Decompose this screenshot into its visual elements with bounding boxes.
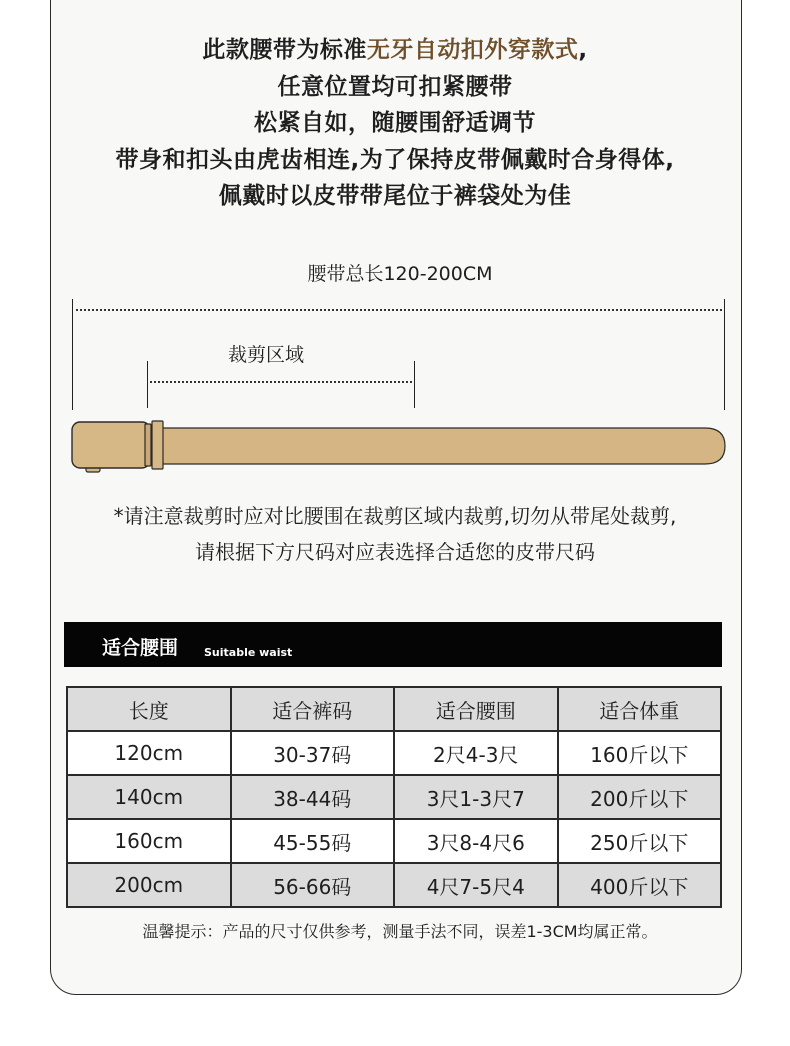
intro-text: [0, 32, 790, 215]
table-row: [67, 863, 721, 907]
cell-pants-size: 56-66码: [231, 863, 395, 907]
cut-right-marker: [414, 361, 415, 408]
cell-pants-size: 30-37码: [231, 731, 395, 775]
cut-note-line-1: *请注意裁剪时应对比腰围在裁剪区域内裁剪,切勿从带尾处裁剪,: [113, 504, 677, 528]
cut-zone-dimension: [150, 381, 412, 383]
cell-waist: 3尺8-4尺6: [394, 819, 558, 863]
total-left-marker: [72, 299, 73, 410]
section-header: [64, 622, 722, 667]
cell-length: 120cm: [67, 731, 231, 775]
intro-line-5: 佩戴时以皮带带尾位于裤袋处为佳: [218, 183, 572, 209]
cell-pants-size: 38-44码: [231, 775, 395, 819]
cut-zone-label: 裁剪区域: [228, 344, 305, 366]
header-weight: 适合体重: [558, 687, 722, 731]
buckle-bar: [152, 421, 163, 469]
cell-weight: 250斤以下: [558, 819, 722, 863]
buckle-clamp: [145, 424, 151, 466]
cut-left-marker: [147, 361, 148, 408]
cell-length: 140cm: [67, 775, 231, 819]
cell-length: 200cm: [67, 863, 231, 907]
intro-line-3: 松紧自如，随腰围舒适调节: [254, 110, 536, 136]
intro-line-4: 带身和扣头由虎齿相连,为了保持皮带佩戴时合身得体,: [115, 146, 675, 173]
table-header-row: [67, 687, 721, 731]
belt-illustration: [0, 410, 790, 480]
cell-weight: 400斤以下: [558, 863, 722, 907]
cell-waist: 2尺4-3尺: [394, 731, 558, 775]
section-subtitle: Suitable waist: [204, 646, 293, 659]
cell-weight: 200斤以下: [558, 775, 722, 819]
table-row: [67, 731, 721, 775]
intro-line-1: 此款腰带为标准无牙自动扣外穿款式,: [202, 37, 588, 63]
table-row: [67, 819, 721, 863]
measurement-tip: 温馨提示：产品的尺寸仅供参考，测量手法不同，误差1-3CM均属正常。: [142, 922, 658, 941]
section-title: 适合腰围: [102, 637, 179, 659]
size-table: [66, 686, 722, 908]
intro-accent: 无牙自动扣外穿款式: [366, 37, 579, 63]
belt-strap: [160, 428, 725, 464]
intro-line-2: 任意位置均可扣紧腰带: [277, 73, 513, 100]
total-length-dimension: [76, 309, 722, 311]
table-row: [67, 775, 721, 819]
buckle: [72, 422, 150, 468]
cell-waist: 3尺1-3尺7: [394, 775, 558, 819]
total-length-label: 腰带总长120-200CM: [307, 263, 493, 285]
header-length: 长度: [67, 687, 231, 731]
header-pants-size: 适合裤码: [231, 687, 395, 731]
cell-pants-size: 45-55码: [231, 819, 395, 863]
cell-weight: 160斤以下: [558, 731, 722, 775]
cut-note-line-2: 请根据下方尺码对应表选择合适您的皮带尺码: [195, 540, 595, 564]
header-waist: 适合腰围: [394, 687, 558, 731]
cell-length: 160cm: [67, 819, 231, 863]
total-right-marker: [724, 299, 725, 410]
cell-waist: 4尺7-5尺4: [394, 863, 558, 907]
